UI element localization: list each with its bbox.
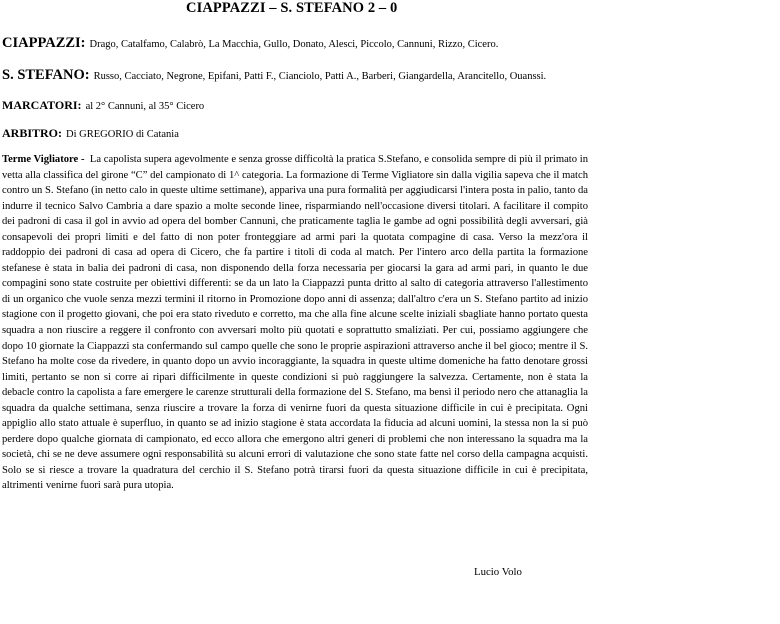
home-team-label: CIAPPAZZI: [2, 35, 86, 51]
referee-value: Di GREGORIO di Catania [66, 129, 179, 140]
away-lineup [2, 66, 546, 84]
away-players: Russo, Cacciato, Negrone, Epifani, Patti F., Cianciolo, Patti A., Barberi, Giangardella, Arancitello, Ouanssi. [93, 71, 547, 82]
match-title: CIAPPAZZI – S. STEFANO 2 – 0 [186, 0, 398, 16]
referee-line [2, 124, 179, 142]
article-text: La capolista supera agevolmente e senza grosse difficoltà la pratica S.Stefano, e consolida sempre di più il primato in vetta alla classifica del girone “C” del campionato di 1^ categoria. La formazione di Terme Vigliatore sin dalla vigilia sapeva che il match contro un S. Stefano (in netto calo in queste ultime settimane), appariva una pura formalità per aggiudicarsi l'intera posta in palio, tanto da indurre il tecnico Salvo Cambria a dare spazio a molte seconde linee, risparmiando nell'occasione diversi titolari. A facilitare il compito dei padroni di casa il gol in avvio ad opera del bomber Cannuni, che praticamente taglia le gambe ad ogni possibilità degli avversari, già consapevoli dei propri limiti e del fatto di non poter fronteggiare ad armi pari la quotata compagine di casa. Verso la mezz'ora il raddoppio dei padroni di casa ad opera di Cicero, che fa partire i titoli di coda al match. Per l'intero arco della partita la formazione stefanese è stata in balia dei padroni di casa, non disponendo della forza necessaria per giocarsi la gara ad armi pari, in quanto le due compagini sono state costruite per obiettivi differenti: se da un lato la Ciappazzi punta dritto al salto di categoria attraverso l'allestimento di un organico che vuole senza mezzi termini il ritorno in Promozione dopo anni di assenza; dall'altro c'era un S. Stefano partito ad inizio stagione con il progetto giovani, che poi era stato riveduto e corretto, ma che alla fine alcune scelte iniziali sbagliate hanno portato questa squadra a non riuscire a reggere il confronto con avversari molto più quotati e soprattutto smaliziati. Per cui, possiamo aggiungere che dopo 10 giornate la Ciappazzi sta confermando sul campo quelle che sono le proprie aspirazioni attraverso anche il bel gioco; mentre il S. Stefano ha molte cose da rivedere, in quanto dopo un avvio incoraggiante, la squadra in queste ultime domeniche ha fatto denotare grossi limiti, pertanto se non si corre ai ripari difficilmente in queste condizioni si può raggiungere la salvezza. Certamente, non è stata la debacle contro la capolista a fare emergere le carenze strutturali della formazione del S. Stefano, ma bensì il periodo nero che attanaglia la squadra da qualche settimana, senza riuscire a trovare la forza di venirne fuori da questa situazione difficile in cui è precipitata. Ogni appiglio allo stato attuale è superfluo, in quanto se ad inizio stagione è stata accordata la fiducia ad alcuni uomini, la stessa non la si può perdere dopo qualche giornata di campionato, ed ecco allora che emergono altri generi di problemi che non interessano la squadra ma la società, chi se ne deve assumere ogni responsabilità su alcuni errori di valutazione che sono state fatte nel corso della campagna acquisti. Solo se si riesce a trovare la quadratura del cerchio il S. Stefano potrà tirarsi fuori da questa situazione difficile in cui è precipitata, altrimenti venirne fuori sarà pura utopia. [2, 154, 588, 492]
author-signature: Lucio Volo [474, 566, 522, 578]
home-lineup [2, 34, 498, 52]
scorers-label: MARCATORI: [2, 98, 82, 112]
referee-label: ARBITRO: [2, 126, 63, 140]
home-players: Drago, Catalfamo, Calabrò, La Macchia, Gullo, Donato, Alesci, Piccolo, Cannuni, Rizzo, Cicero. [89, 39, 499, 50]
scorers-line [2, 96, 204, 114]
scorers-value: al 2° Cannuni, al 35° Cicero [85, 101, 205, 112]
article-body [2, 152, 588, 494]
article-dateline: Terme Vigliatore - [2, 154, 85, 165]
away-team-label: S. STEFANO: [2, 67, 90, 83]
